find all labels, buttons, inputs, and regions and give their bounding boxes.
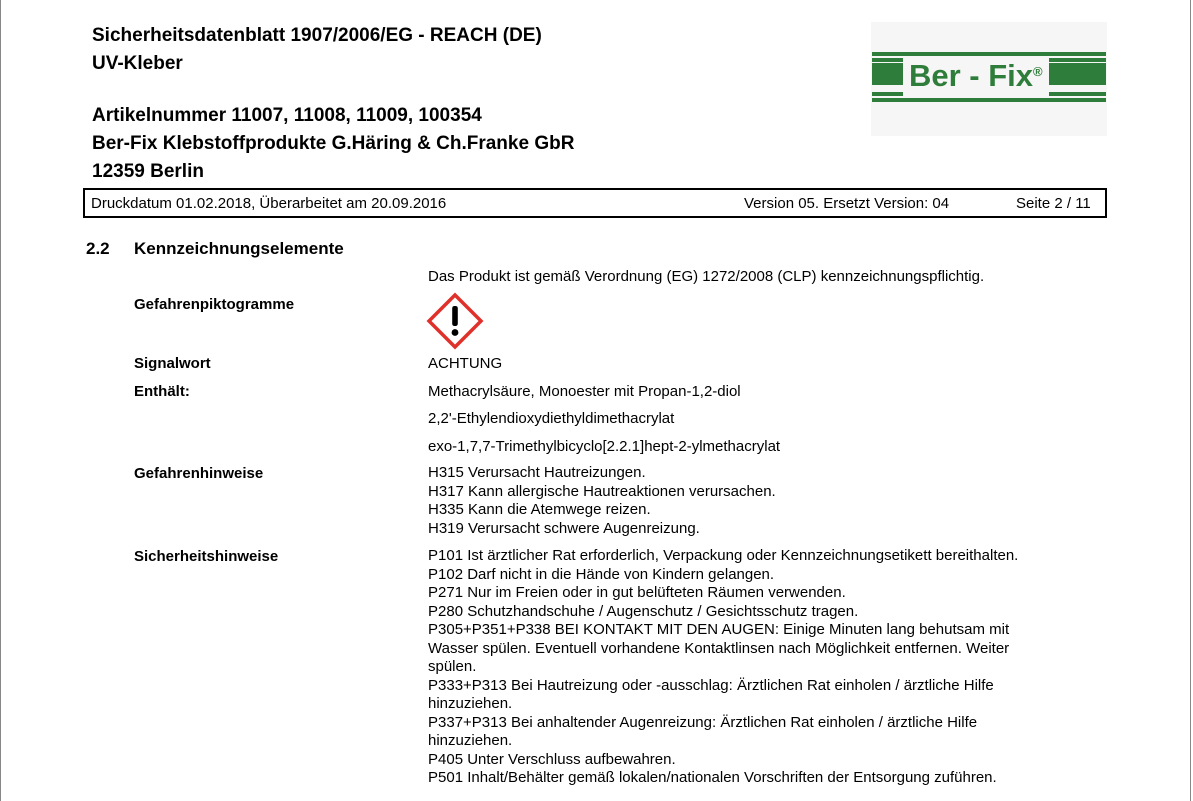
precautionary-statements-label: Sicherheitshinweise: [134, 548, 279, 565]
document-title: Sicherheitsdatenblatt 1907/2006/EG - REACH (DE): [92, 25, 542, 46]
hazard-statements-label: Gefahrenhinweise: [134, 465, 264, 482]
section-number: 2.2: [86, 239, 110, 258]
hazard-statements-list: [428, 464, 776, 538]
article-values: 11007, 11008, 11009, 100354: [231, 105, 482, 126]
hazard-statement: H315 Verursacht Hautreizungen.: [428, 464, 646, 481]
section-title: Kennzeichnungselemente: [134, 239, 344, 258]
logo-text: [903, 56, 1049, 96]
hazard-statement: H319 Verursacht schwere Augenreizung.: [428, 519, 700, 537]
signal-word-value: ACHTUNG: [428, 355, 503, 372]
classification-intro: Das Produkt ist gemäß Verordnung (EG) 1272/2008 (CLP) kennzeichnungspflichtig.: [428, 268, 985, 285]
logo-stripe-bottom-2: [872, 98, 1106, 102]
contains-item: Methacrylsäure, Monoester mit Propan-1,2-diol: [428, 383, 741, 400]
precautionary-line: P305+P351+P338 BEI KONTAKT MIT DEN AUGEN: Einige Minuten lang behutsam mit: [428, 621, 1010, 638]
company-name: Ber-Fix Klebstoffprodukte G.Häring & Ch.Franke GbR: [92, 133, 575, 154]
ber-fix-logo: [871, 22, 1107, 136]
version-info: Version 05. Ersetzt Version: 04: [744, 195, 950, 212]
precautionary-line: spülen.: [428, 658, 477, 675]
precautionary-line: P280 Schutzhandschuhe / Augenschutz / Gesichtsschutz tragen.: [428, 602, 859, 620]
signal-word-label: Signalwort: [134, 355, 211, 372]
precautionary-line: P337+P313 Bei anhaltender Augenreizung: Ärztlichen Rat einholen / ärztliche Hilfe: [428, 713, 978, 731]
precautionary-line: P271 Nur im Freien oder in gut belüfteten Räumen verwenden.: [428, 584, 846, 601]
logo-wordmark: Ber - Fix: [909, 58, 1034, 93]
product-name: UV-Kleber: [92, 53, 183, 74]
page-number: Seite 2 / 11: [1016, 195, 1091, 212]
contains-label: Enthält:: [134, 383, 190, 400]
contains-item: 2,2'-Ethylendioxydiethyldimethacrylat: [428, 410, 675, 427]
precautionary-line: hinzuziehen.: [428, 695, 513, 712]
hazard-statement: H335 Kann die Atemwege reizen.: [428, 501, 651, 518]
precautionary-line: P501 Inhalt/Behälter gemäß lokalen/nationalen Vorschriften der Entsorgung zuführen.: [428, 769, 997, 786]
company-city: 12359 Berlin: [92, 161, 204, 182]
precautionary-line: P102 Darf nicht in die Hände von Kindern gelangen.: [428, 565, 775, 583]
print-date: Druckdatum 01.02.2018, Überarbeitet am 20.09.2016: [91, 195, 447, 212]
precautionary-line: Wasser spülen. Eventuell vorhandene Kontaktlinsen nach Möglichkeit entfernen. Weiter: [428, 639, 1010, 657]
hazard-statement: H317 Kann allergische Hautreaktionen verursachen.: [428, 482, 776, 500]
precautionary-line: P333+P313 Bei Hautreizung oder -ausschlag: Ärztlichen Rat einholen / ärztliche Hilfe: [428, 676, 994, 694]
exclamation-mark-ghs07-icon: [426, 292, 484, 350]
article-label: Artikelnummer: [92, 105, 227, 126]
registered-mark: ®: [1033, 64, 1043, 79]
precautionary-line: P101 Ist ärztlicher Rat erforderlich, Verpackung oder Kennzeichnungsetikett bereithalten.: [428, 547, 1019, 564]
precautionary-line: hinzuziehen.: [428, 732, 513, 749]
pictograms-label: Gefahrenpiktogramme: [134, 296, 295, 313]
precautionary-line: P405 Unter Verschluss aufbewahren.: [428, 750, 676, 768]
document-info-bar: [83, 188, 1107, 218]
contains-item: exo-1,7,7-Trimethylbicyclo[2.2.1]hept-2-ylmethacrylat: [428, 438, 781, 455]
article-numbers: [92, 105, 482, 127]
precautionary-statements-list: [428, 547, 1018, 788]
